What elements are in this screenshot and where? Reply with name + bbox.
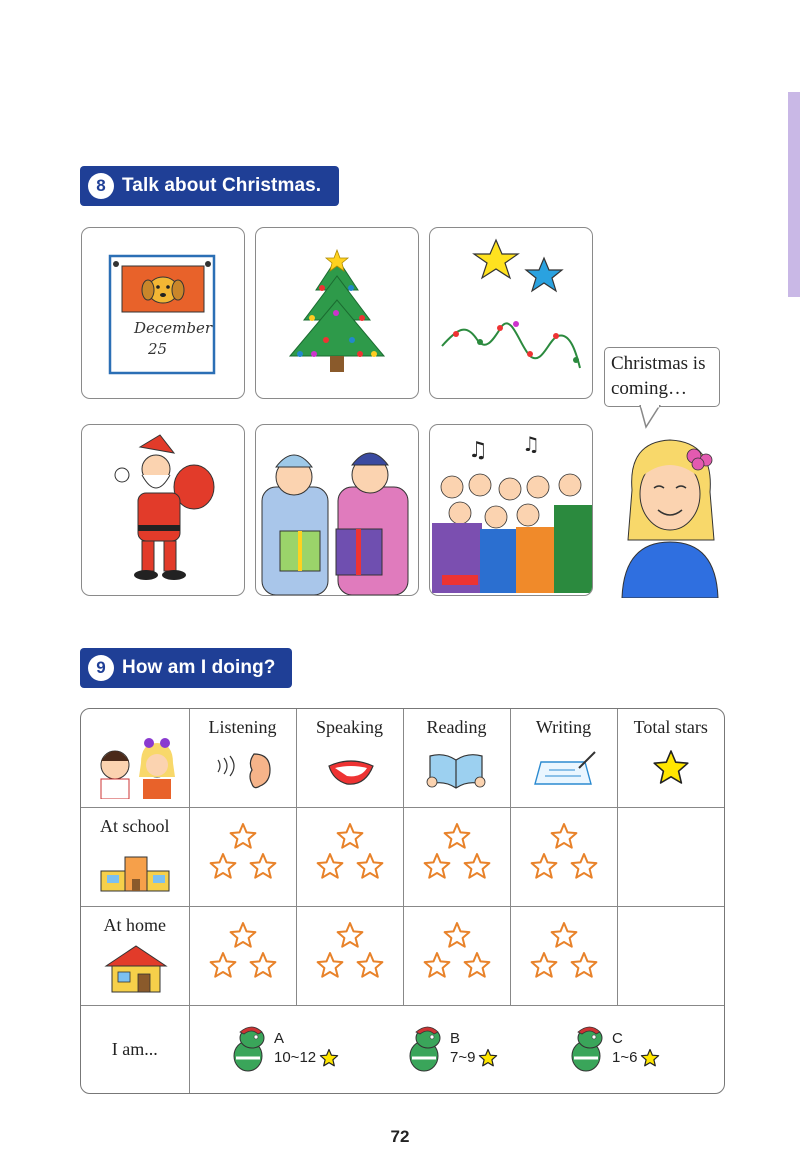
children-icon xyxy=(85,709,185,799)
result-option-b[interactable] xyxy=(404,1022,498,1074)
result-grade: A xyxy=(274,1029,285,1047)
star-icon xyxy=(319,1048,339,1068)
gift-givers-illustration xyxy=(256,425,419,596)
header-writing xyxy=(510,709,617,807)
total-stars-cell[interactable] xyxy=(617,807,724,906)
ear-icon xyxy=(208,748,278,792)
table-row-at-school xyxy=(81,807,724,906)
star-icon xyxy=(640,1048,660,1068)
svg-text:♫: ♫ xyxy=(522,432,540,456)
speech-bubble: Christmas is coming… xyxy=(604,347,720,407)
girl-illustration xyxy=(614,430,724,598)
three-stars-icon xyxy=(422,921,492,983)
stars-cell[interactable] xyxy=(296,807,403,906)
star-icon xyxy=(478,1048,498,1068)
total-stars-cell[interactable] xyxy=(617,906,724,1005)
stars-cell[interactable] xyxy=(510,906,617,1005)
panel-carol-singers xyxy=(429,424,593,596)
calendar-day: 25 xyxy=(148,340,168,358)
section-title: How am I doing? xyxy=(122,657,276,678)
row-label-cell xyxy=(81,807,189,906)
star-icon xyxy=(651,748,691,788)
result-option-c[interactable] xyxy=(566,1022,660,1074)
children-cell xyxy=(81,709,189,807)
carol-singers-illustration xyxy=(430,425,593,596)
header-label: Writing xyxy=(535,717,592,737)
three-stars-icon xyxy=(208,921,278,983)
panel-gift-givers xyxy=(255,424,419,596)
panel-christmas-tree xyxy=(255,227,419,399)
row-label-cell xyxy=(81,1005,189,1093)
row-label: I am... xyxy=(111,1038,158,1059)
dinosaur-mascot-icon xyxy=(566,1022,608,1074)
svg-text:♫: ♫ xyxy=(468,438,488,463)
header-speaking xyxy=(296,709,403,807)
christmas-tree-illustration xyxy=(256,228,419,399)
three-stars-icon xyxy=(315,822,385,884)
calendar-month: December xyxy=(134,319,213,337)
result-range: 1~6 xyxy=(612,1049,638,1066)
header-label: Speaking xyxy=(316,717,383,737)
stars-cell[interactable] xyxy=(189,807,296,906)
three-stars-icon xyxy=(529,921,599,983)
mouth-icon xyxy=(315,748,385,792)
header-reading xyxy=(403,709,510,807)
header-label: Listening xyxy=(208,717,277,737)
result-text xyxy=(612,1029,660,1068)
result-option-a[interactable] xyxy=(228,1022,339,1074)
section-title: Talk about Christmas. xyxy=(122,175,322,196)
stars-lights-illustration xyxy=(430,228,593,399)
panel-santa xyxy=(81,424,245,596)
speech-bubble-tail xyxy=(638,405,662,429)
book-icon xyxy=(422,748,492,792)
three-stars-icon xyxy=(315,921,385,983)
result-text xyxy=(274,1029,339,1068)
header-label: Reading xyxy=(426,717,487,737)
result-grade: B xyxy=(450,1029,461,1047)
dinosaur-mascot-icon xyxy=(404,1022,446,1074)
row-label-cell xyxy=(81,906,189,1005)
section-number: 9 xyxy=(88,655,114,681)
notepad-icon xyxy=(529,748,599,792)
table-row-at-home xyxy=(81,906,724,1005)
santa-illustration xyxy=(82,425,245,596)
stars-cell[interactable] xyxy=(510,807,617,906)
three-stars-icon xyxy=(208,822,278,884)
stars-cell[interactable] xyxy=(189,906,296,1005)
section-9-header xyxy=(80,648,292,688)
section-number: 8 xyxy=(88,173,114,199)
header-total-stars xyxy=(617,709,724,807)
stars-cell[interactable] xyxy=(403,906,510,1005)
three-stars-icon xyxy=(529,822,599,884)
result-range: 10~12 xyxy=(274,1049,317,1066)
table-header-row xyxy=(81,709,724,807)
result-range: 7~9 xyxy=(450,1049,476,1066)
dinosaur-mascot-icon xyxy=(228,1022,270,1074)
row-label: At home xyxy=(103,914,166,935)
header-listening xyxy=(189,709,296,807)
stars-cell[interactable] xyxy=(296,906,403,1005)
school-icon xyxy=(95,845,175,895)
section-8-header xyxy=(80,166,339,206)
calendar-illustration xyxy=(82,228,245,399)
side-tab-marker xyxy=(788,92,800,297)
stars-cell[interactable] xyxy=(403,807,510,906)
house-icon xyxy=(100,942,170,994)
three-stars-icon xyxy=(422,822,492,884)
header-label: Total stars xyxy=(633,717,708,737)
result-grade: C xyxy=(612,1029,623,1047)
result-text xyxy=(450,1029,498,1068)
row-label: At school xyxy=(100,815,170,836)
page-number: 72 xyxy=(390,1127,410,1146)
panel-calendar xyxy=(81,227,245,399)
panel-stars-lights xyxy=(429,227,593,399)
